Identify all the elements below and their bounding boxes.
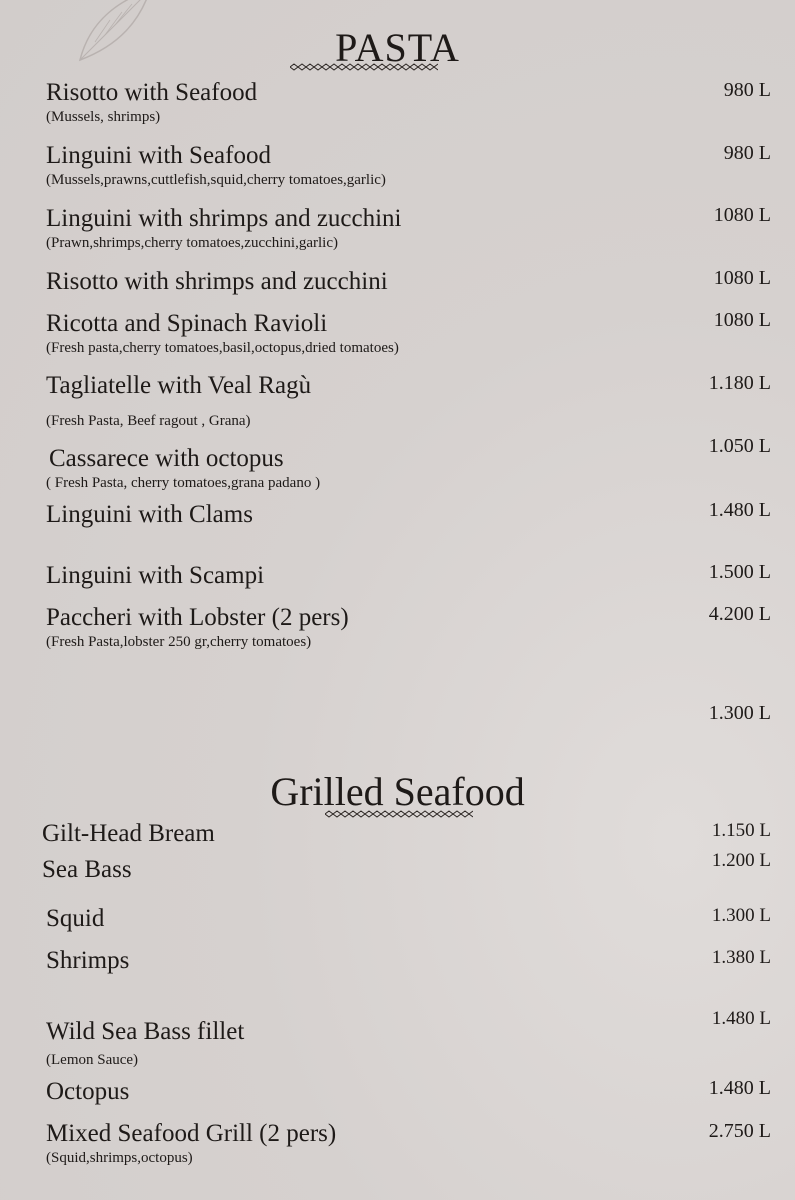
item-price: 1.380 L — [711, 947, 771, 968]
item-price: 1080 L — [713, 204, 771, 226]
item-name: Risotto with Seafood — [46, 79, 258, 106]
item-price: 980 L — [723, 142, 771, 164]
ornament-divider — [325, 810, 473, 818]
menu-item — [46, 1079, 771, 1104]
item-price: 1.500 L — [708, 561, 771, 583]
item-price: 4.200 L — [708, 603, 771, 625]
item-name: Linguini with Clams — [46, 501, 253, 528]
menu-item — [46, 80, 771, 125]
item-price: 1.480 L — [708, 1077, 771, 1099]
menu-item — [46, 143, 771, 188]
item-description: (Squid,shrimps,octopus) — [46, 1150, 193, 1166]
menu-item — [46, 948, 771, 973]
menu-item — [46, 906, 771, 931]
item-name: Paccheri with Lobster (2 pers) — [46, 604, 349, 631]
item-price: 2.750 L — [708, 1120, 771, 1142]
menu-item — [46, 1121, 771, 1166]
item-price: 1.480 L — [711, 1008, 771, 1029]
menu-item — [42, 821, 771, 846]
item-description: (Mussels,prawns,cuttlefish,squid,cherry tomatoes,garlic) — [46, 172, 386, 188]
item-description: ( Fresh Pasta, cherry tomatoes,grana padano ) — [46, 475, 321, 491]
item-description: (Lemon Sauce) — [46, 1052, 139, 1068]
item-name: Mixed Seafood Grill (2 pers) — [46, 1120, 337, 1147]
menu-item — [42, 857, 771, 882]
item-name: Ricotta and Spinach Ravioli — [46, 310, 328, 337]
menu-item — [46, 605, 771, 650]
menu-item — [46, 269, 771, 294]
menu-item — [46, 1019, 771, 1068]
item-description: (Prawn,shrimps,cherry tomatoes,zucchini,garlic) — [46, 235, 338, 251]
item-price: 1080 L — [713, 267, 771, 289]
menu-item — [46, 563, 771, 588]
item-price: 1.150 L — [711, 820, 771, 841]
item-name: Linguini with shrimps and zucchini — [46, 205, 402, 232]
item-price: 1.180 L — [708, 372, 771, 394]
item-price: 1.050 L — [708, 435, 771, 457]
item-name: Risotto with shrimps and zucchini — [46, 268, 388, 295]
menu-item — [46, 373, 771, 429]
menu-item — [46, 499, 771, 528]
item-description: (Fresh Pasta, Beef ragout , Grana) — [46, 413, 251, 429]
item-name: Sea Bass — [42, 856, 132, 883]
item-name: Cassarece with octopus — [49, 445, 284, 472]
item-name: Gilt-Head Bream — [42, 820, 215, 847]
item-name: Shrimps — [46, 947, 130, 974]
item-description: (Fresh Pasta,lobster 250 gr,cherry tomatoes) — [46, 634, 312, 650]
item-price: 980 L — [723, 79, 771, 101]
item-name: Tagliatelle with Veal Ragù — [46, 372, 312, 399]
item-price: 1.200 L — [711, 850, 771, 871]
ornament-divider — [290, 63, 438, 71]
item-name: Wild Sea Bass fillet — [46, 1018, 245, 1045]
item-name: Octopus — [46, 1078, 130, 1105]
item-description: (Mussels, shrimps) — [46, 109, 161, 125]
menu-item — [46, 311, 771, 356]
item-name: Linguini with Scampi — [46, 562, 265, 589]
item-price: 1080 L — [713, 309, 771, 331]
item-name: Squid — [46, 905, 105, 932]
item-price: 1.300 L — [708, 702, 771, 724]
item-name: Linguini with Seafood — [46, 142, 271, 169]
section-title-pasta: PASTA — [335, 25, 460, 70]
section-title-grilled-seafood: Grilled Seafood — [270, 769, 525, 814]
item-description: (Fresh pasta,cherry tomatoes,basil,octopus,dried tomatoes) — [46, 340, 399, 356]
menu-item — [46, 206, 771, 251]
item-price: 1.300 L — [711, 905, 771, 926]
menu-item — [46, 445, 771, 491]
item-price: 1.480 L — [708, 499, 771, 521]
